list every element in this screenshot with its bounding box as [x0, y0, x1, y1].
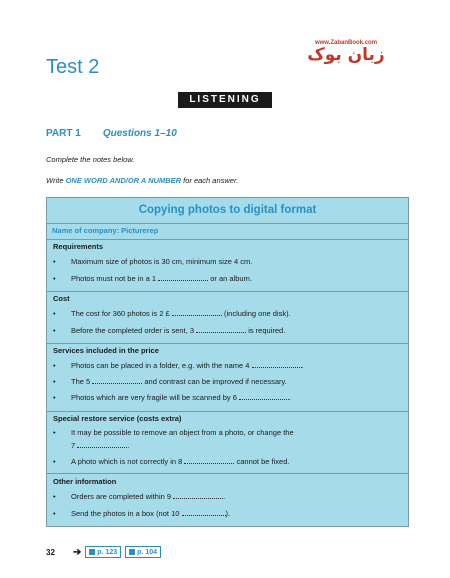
notes-title: Copying photos to digital format [47, 198, 408, 224]
instruction-highlight: ONE WORD AND/OR A NUMBER [65, 176, 182, 185]
special-section [47, 411, 408, 474]
list-item: • Photos can be placed in a folder, e.g. with the name 4 . [53, 361, 304, 370]
book-icon [89, 549, 95, 555]
answer-gap-8[interactable] [184, 457, 234, 464]
list-item: • Photos must not be in a 1 or an album. [53, 274, 252, 283]
instruction-write [46, 176, 238, 185]
list-item-continuation: 7 . [71, 441, 130, 450]
special-heading: Special restore service (costs extra) [53, 414, 182, 423]
list-item: • Send the photos in a box (not 10 ). [53, 509, 231, 518]
services-section [47, 343, 408, 412]
reference-link-2[interactable]: p. 104 [125, 546, 161, 558]
questions-range: Questions 1–10 [102, 128, 177, 139]
other-heading: Other information [53, 477, 117, 486]
answer-gap-6[interactable] [239, 393, 289, 400]
arrow-icon: ➔ [72, 546, 82, 558]
answer-gap-5[interactable] [92, 377, 142, 384]
list-item: • The 5 and contrast can be improved if necessary. [53, 377, 287, 386]
document-icon [129, 549, 135, 555]
page-footer [46, 546, 161, 558]
answer-gap-9[interactable] [173, 492, 223, 499]
list-item: • Orders are completed within 9 . [53, 492, 226, 501]
part-heading [46, 128, 177, 139]
list-item: • Photos which are very fragile will be scanned by 6 . [53, 393, 292, 402]
list-item: • Maximum size of photos is 30 cm, minimum size 4 cm. [53, 257, 253, 266]
list-item: • Before the completed order is sent, 3 is required. [53, 326, 286, 335]
list-item: • A photo which is not correctly in 8 cannot be fixed. [53, 457, 290, 466]
list-item: • It may be possible to remove an object from a photo, or change the [53, 428, 294, 437]
answer-gap-1[interactable] [158, 274, 208, 281]
instruction-suffix: for each answer. [183, 176, 239, 185]
answer-gap-4[interactable] [252, 361, 302, 368]
instruction-complete: Complete the notes below. [46, 155, 135, 164]
company-name: Name of company: Picturerep [47, 223, 408, 240]
notes-box [46, 197, 409, 527]
publisher-logo [298, 40, 394, 64]
instruction-prefix: Write [46, 176, 64, 185]
answer-gap-3[interactable] [196, 326, 246, 333]
list-item: • The cost for 360 photos is 2 £ (including one disk). [53, 309, 291, 318]
requirements-section [47, 239, 408, 292]
answer-gap-10[interactable] [182, 509, 226, 516]
reference-link-1[interactable]: p. 123 [85, 546, 121, 558]
page-title: Test 2 [46, 56, 100, 78]
requirements-heading: Requirements [53, 242, 104, 251]
cost-heading: Cost [53, 294, 70, 303]
answer-gap-2[interactable] [172, 309, 222, 316]
part-label: PART 1 [46, 128, 81, 139]
services-heading: Services included in the price [53, 346, 159, 355]
answer-gap-7[interactable] [77, 441, 127, 448]
section-label: LISTENING [178, 92, 272, 108]
cost-section [47, 291, 408, 344]
logo-text: زبان بوک [307, 45, 385, 65]
other-section [47, 473, 408, 526]
logo-url: www.ZabanBook.com [314, 40, 378, 46]
page-number: 32 [46, 547, 55, 557]
